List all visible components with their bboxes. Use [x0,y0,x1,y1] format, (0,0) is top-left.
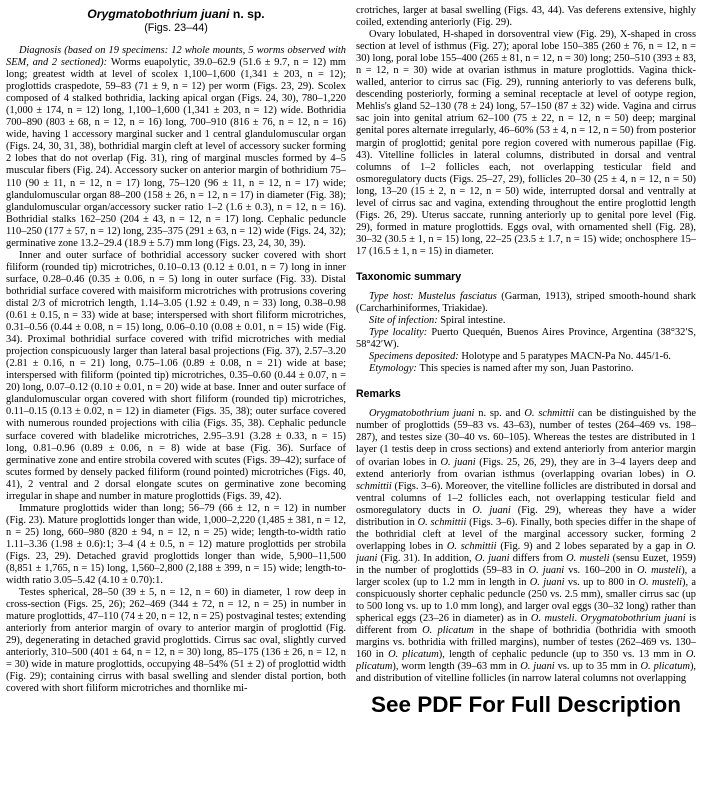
text-segment: ), worm length (39–63 mm in [392,661,521,673]
text-segment: Puerto Quequén, Buenos Aires Province, Argentina (38°32′S, 58°42′W). [356,327,696,351]
text-segment: is different from [356,613,696,637]
text-segment: vs. up to 35 mm in [554,661,641,673]
text-segment: Spiral intestine. [440,315,506,327]
text-segment: can be distinguished by the number of proglottids (59–83 vs. 43–63), number of testes (264–469 vs. 198–287), and testes size (30–40 vs. 60–105). Whereas the testes are distributed in 1 layer (1 testis deep in cross sections) and extend anteriorly from anterior margin of ovarian lobes in [356,408,696,468]
text-segment: ), length of cephalic peduncle (up to 350 vs. 13 mm in [438,649,686,661]
text-segment: Inner and outer surface of bothridial accessory sucker covered with short filiform (rounded tip) microtriches, 0.10–0.13 (0.12 ± 0.01, n = 7) long in inner surface, 0.28–0.46 (0.35 ± 0.06, n = 5) long in outer surface (Fig. 33). Distal bothridial surface covered with maisiform microtriches with protrusions covering distal 2/3 of microtrich length, 1.14–3.05 (1.92 ± 0.49, n = 33) long, 0.38–0.98 (0.61 ± 0.15, n = 33) wide at base; interspersed with short filiform microtriches, 0.31–0.56 (0.44 ± 0.08, n = 15) long, 0.06–0.10 (0.08 ± 0.01, n = 15) wide (Fig. 34). Proximal bothridial surface covered with trifid microtriches with medial projection conspicuously larger than lateral basal projections (Fig. 37), 2.57–3.20 (2.81 ± 0.16, n = 21) long, 0.75–1.06 (0.89 ± 0.08, n = 21) wide at base; interspersed with filiform (pointed tip) microtriches, 0.35–0.60 (0.44 ± 0.07, n = 20) long, 0.07–0.12 (0.10 ± 0.01, n = 20) wide at base. Inner and outer surface of glandulomuscular organ covered with short filiform (rounded tip) microtriches, 0.11–0.15 (0.13 ± 0.02, n = 12) in diameter (Figs. 35, 38); outer surface covered with numerous rounded projections with cilia (Figs. 35, 38). Cephalic peduncle surface covered with bladelike microtriches, 2.95–3.91 (3.28 ± 0.33, n = 15) long, 0.81–0.96 (0.89 ± 0.06, n = 8) wide at base (Fig. 36). Surface of germinative zone and entire strobila covered with scutes (Figs. 39–42); surface of scutes formed by densely packed filiform (round pointed) microtriches (Figs. 40, 41), 2 ventral and 2 dorsal elongate scutes on germinative zone becoming irregular in shape and number in mature proglottids (Figs. 39, 42). [6,249,346,502]
text-segment: O. musteli [638,576,682,588]
paragraph [356,408,696,685]
paragraph [356,363,696,375]
text-segment: Ovary lobulated, H-shaped in dorsoventral view (Fig. 29), X-shaped in cross section at level of isthmus (Fig. 27); aporal lobe 150–385 (260 ± 76, n = 12, n = 30) long, poral lobe 155–400 (265 ± 81, n = 12, n = 30) long; 250–510 (393 ± 83, n = 12, n = 30) wide at ovarian isthmus in mature proglottids. Vagina thick-walled, anterior to cirrus sac (Fig. 29), running anteriorly to vas deferens bulk, descending posteriorly, forming a seminal receptacle at level of ootype region, Mehlis's gland 52–130 (78 ± 24) long, 57–150 (87 ± 32) wide. Vagina and cirrus sac join into genital atrium 62–100 (75 ± 22, n = 12, n = 50) deep; marginal genital pores alternate irregularly, 46–60% (53 ± 4, n = 12, n = 50) from posterior margin of proglottid; genital pore region covered with numerous papillae (Fig. 43). Vitelline follicles in lateral columns, distributed in dorsal and ventral columns of 1–2 follicles each, not overlapping testicular field and osmoregulatory ducts (Figs. 25–27, 29), follicles 20–30 (25 ± 4, n = 12, n = 50) long, 13–20 (15 ± 2, n = 12, n = 50) wide, interrupted dorsal and ventrally at level of cirrus sac and vagina, extending throughout the entire proglottid length (Figs. 26, 29). Uterus saccate, running anteriorly up to genital pore level (Fig. 29), formed in mature proglottids. Eggs oval, with ornamented shell (Fig. 28), 30–32 (30.5 ± 1, n = 15) long, 22–25 (23.5 ± 1.7, n = 15) wide; onchosphere 15–17 (16.5 ± 1, n = 15) in diameter. [356,29,696,257]
text-segment: O. plicatum [356,649,696,673]
paragraph [356,351,696,363]
text-segment: O. plicatum [388,649,439,661]
text-segment: n. sp. and [474,408,525,420]
text-segment: O. juani [474,552,510,564]
title-block [6,7,346,34]
text-segment: O. plicatum [640,661,690,673]
text-segment: Orygmatobothrium juani [580,613,686,625]
text-segment: O. musteli [530,613,575,625]
text-segment: O. juani [440,456,476,468]
text-segment: in the shape of bothridia (bothridia with smooth margins vs. bothridia with frilled margins), number of testes (262–469 vs. 130–160 in [356,625,696,661]
text-segment: Etymology: [369,363,420,375]
text-segment: Type locality: [369,327,432,339]
paragraph [6,587,346,695]
text-segment: (Garman, 1913), striped smooth-hound shark (Carcharhiniformes, Triakidae). [356,290,696,315]
text-segment: This species is named after my son, Juan Pastorino. [419,363,634,375]
text-segment: crotriches, larger at basal swelling (Figs. 43, 44). Vas deferens extensive, highly coiled, extending anteriorly (Fig. 29). [356,5,696,29]
text-segment: Holotype and 5 paratypes MACN-Pa No. 445/1-6. [461,351,671,363]
text-segment: Orygmatobothrium juani [369,408,475,420]
text-segment: differs from [509,552,567,564]
right-column [356,5,696,798]
paragraph [356,5,696,29]
text-segment: O. juani [528,564,565,576]
text-segment: Orygmatobothrium juani [87,7,230,21]
text-segment: Specimens deposited: [369,351,462,363]
paragraph [356,327,696,351]
text-segment: O. schmittii [356,468,696,492]
paragraph [6,503,346,587]
text-segment: (Fig. 9) and 2 lobes separated by a gap in [496,540,686,552]
text-segment: Type host: Mustelus fasciatus [369,290,497,302]
page-title [6,7,346,21]
text-segment: O. juani [529,576,565,588]
section-heading: Taxonomic summary [356,270,462,283]
text-segment: O. juani [356,540,696,564]
text-segment: n. sp. [229,7,265,21]
text-segment: (Figs. 25, 26, 29), they are in 3–4 layers deep and extend anteriorly from ovarian isthmus (overlapping ovarian lobes) in [356,456,696,480]
text-segment: Testes spherical, 28–50 (39 ± 5, n = 12, n = 60) in diameter, 1 row deep in cross-section (Figs. 25, 26); 262–469 (344 ± 72, n = 12, n = 25) in number in mature proglottids, 47–110 (74 ± 20, n = 12, n = 25) postvaginal testes; extending anteriorly from anterior margin of ovary to anterior margin of proglottid (Fig. 29), degenerating in detached gravid proglottids. Cirrus sac oval, slightly curved anteriorly, 310–500 (401 ± 64, n = 12, n = 30) long, 85–175 (136 ± 26, n = 12, n = 30) wide in mature proglottids, occupying 48–54% (51 ± 2) of proglottid width (Fig. 29); containing cirrus with basal swelling and slender distal portion, both covered with short filiform microtriches and thornlike mi- [6,587,346,695]
text-segment: . [574,613,581,625]
text-segment: Site of infection: [369,315,441,327]
text-segment: O. musteli [566,552,610,564]
text-segment: O. plicatum [422,625,474,637]
text-segment: ), a larger scolex (up to 1.2 mm in length in [356,564,696,588]
paragraph [356,291,696,315]
text-segment: O. musteli [636,564,682,576]
text-segment: (Fig. 31). In addition, [377,552,475,564]
left-column-text [6,45,346,696]
text-segment: (Fig. 29), whereas they have a wider distribution in [356,504,696,528]
text-segment: O. schmittii [524,408,575,420]
text-segment: vs. up to 800 in [564,576,639,588]
text-segment: Diagnosis (based on 19 specimens: 12 whole mounts, 5 worms observed with SEM, and 2 sectioned): [6,45,346,69]
text-segment: O. schmittii [417,516,467,528]
paragraph [6,250,346,503]
text-segment: Worms euapolytic, 39.0–62.9 (51.6 ± 9.7, n = 12) mm long; greatest width at level of scolex 1,100–1,600 (1,341 ± 203, n = 12); proglottids craspedote, 59–83 (71 ± 9, n = 12) per worm (Figs. 23, 29). Scolex composed of 4 stalked bothridia, lacking apical organ (Figs. 24, 30), 780–1,220 (1,000 ± 174, n = 12) long, 1,100–1,600 (1,341 ± 203, n = 12) wide. Bothridia 700–890 (803 ± 68, n = 12, n = 16) long, 700–910 (816 ± 76, n = 12, n = 16) wide, having 1 accessory marginal sucker and 1 central glandulomuscular organ (Figs. 24, 30, 31, 38), bothridial margin cleft at level of accessory sucker forming 2 lobes that do not overlap (Fig. 31), ring of marginal muscles formed by 4–5 muscular fibers (Fig. 24). Accessory sucker on anterior margin of bothridium 75–110 (90 ± 11, n = 12, n = 17) long, 75–120 (96 ± 11, n = 12, n = 17) wide; glandulomuscular organ 88–200 (158 ± 26, n = 12, n = 17) in diameter (Fig. 38); glandulomuscular organ/accessory sucker ratio 1–2 (1.6 ± 0.3), n = 12, n = 16). Bothridial stalks 162–250 (204 ± 43, n = 12, n = 17) long. Cephalic peduncle 110–250 (177 ± 57, n = 12) long, 235–375 (291 ± 63, n = 12) wide (Figs. 24, 32); germinative zone 13.2–29.4 (18.9 ± 5.7) mm long (Figs. 23, 24, 30, 39). [6,57,346,249]
text-segment: O. schmittii [446,540,497,552]
text-segment: ), a conspicuously shorter cephalic peduncle (250 vs. 2.5 mm), smaller cirrus sac (up to 500 long vs. up to 1.0 mm long), and larger oval eggs (30–32 long) rather than spherical eggs (23–26 in diameter) as in [356,576,696,625]
paragraph [356,29,696,258]
left-column [6,5,346,798]
text-segment: O. juani [520,661,555,673]
figures-range: (Figs. 23–44) [144,22,208,34]
section-heading: Remarks [356,388,401,401]
paragraph [356,315,696,327]
text-segment: ), and distribution of vitelline follicles (in narrow lateral columns not overlapping [356,661,696,685]
text-segment: vs. 160–200 in [564,564,637,576]
text-segment: Immature proglottids wider than long; 56–79 (66 ± 12, n = 12) in number (Fig. 23). Mature proglottids longer than wide, 1,000–2,220 (1,485 ± 381, n = 12, n = 25) long, 660–980 (820 ± 94, n = 12, n = 25) wide; length-to-width ratio 1.11–3.36 (1.98 ± 0.6):1; 3–4 (4 ± 0.5, n = 12) mature proglottids per strobila (Figs. 23, 29). Detached gravid proglottids longer than wide, 5,900–11,500 (8,851 ± 1,765, n = 15) long, 1,560–2,800 (2,188 ± 399, n = 15) wide; length-to-width ratio 3.05–5.42 (4.10 ± 0.70):1. [6,502,346,587]
see-pdf-banner: See PDF For Full Description [370,692,682,718]
text-segment: (sensu Euzet, 1959) in the number of proglottids (59–83 in [356,552,696,576]
text-segment: (Figs. 3–6). Finally, both species differ in the shape of the bothridial cleft at level of the marginal accessory sucker, forming 2 overlapping lobes in [356,516,696,552]
paragraph [6,45,346,250]
text-segment: O. juani [472,504,511,516]
text-segment: (Figs. 3–6). Moreover, the vitelline follicles are distributed in dorsal and ventral columns of 1–2 follicles each, not overlapping testicular field and osmoregulatory ducts in [356,480,696,516]
